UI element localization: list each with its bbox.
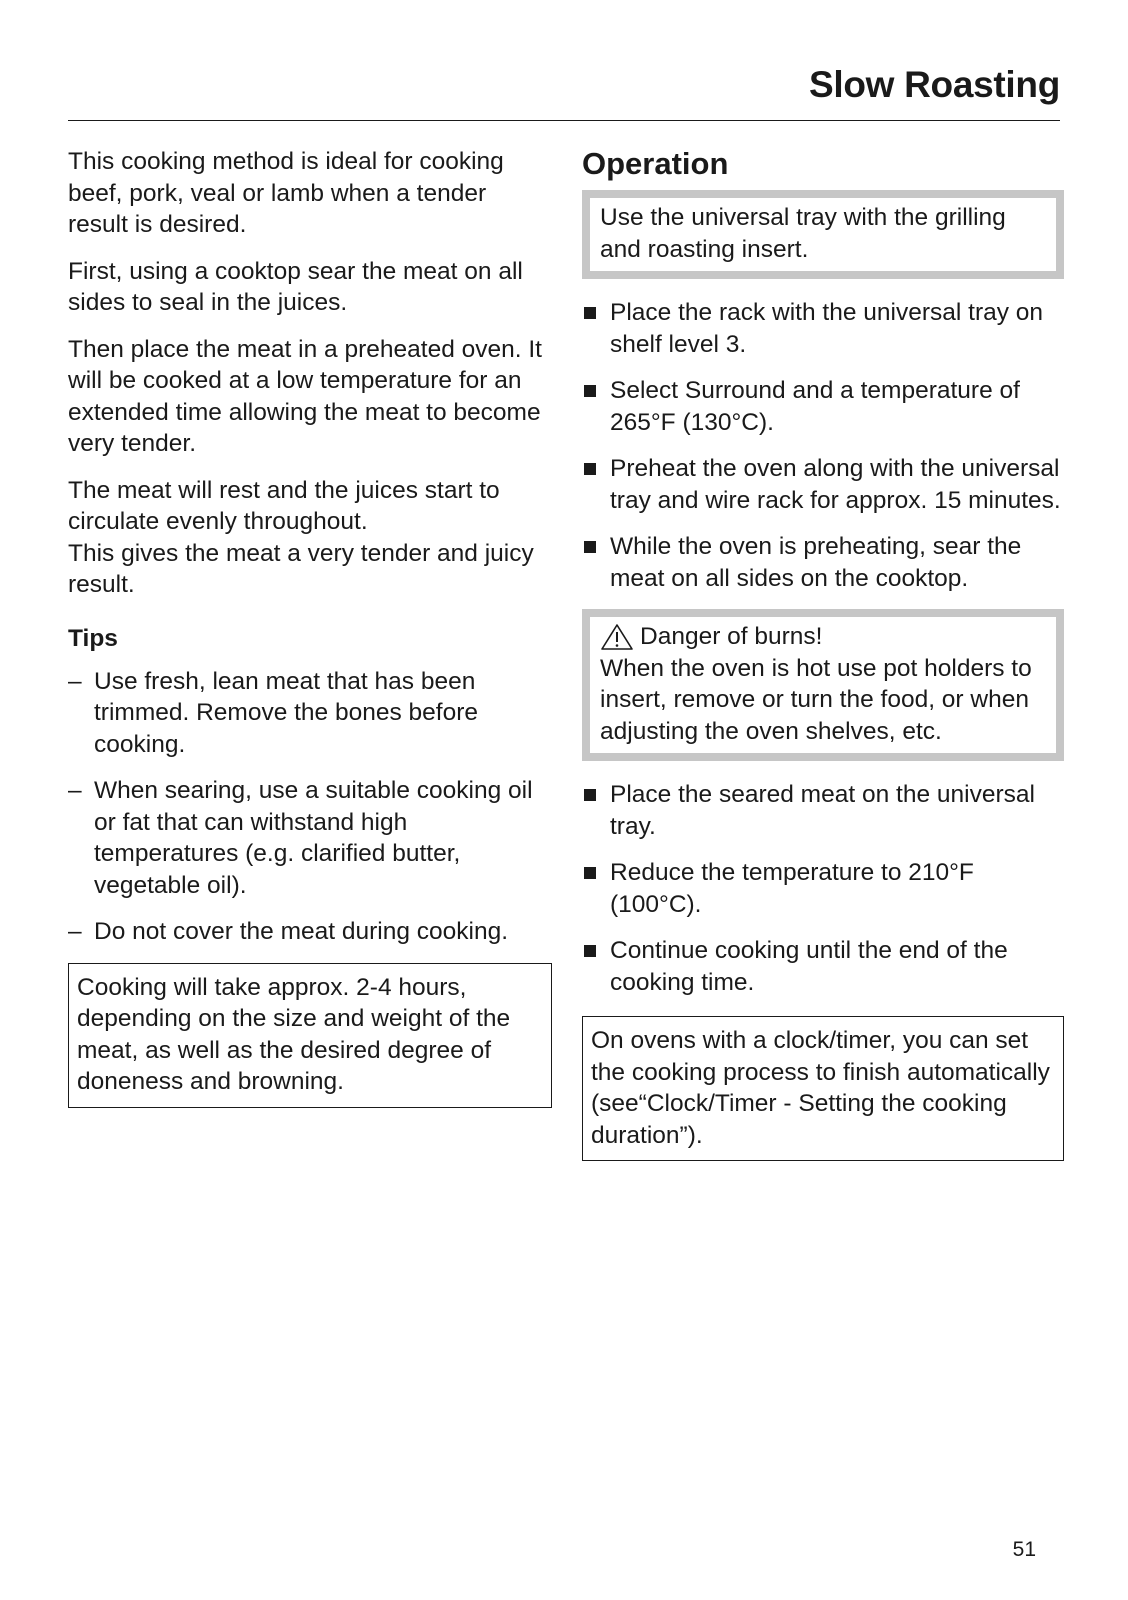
right-column (582, 146, 1064, 1161)
step-item (582, 453, 1064, 516)
left-column (68, 146, 552, 1108)
tray-note-text: Use the universal tray with the grilling and roasting insert. (600, 204, 1006, 263)
cooking-time-note-text: Cooking will take approx. 2-4 hours, depending on the size and weight of the meat, as well as the desired degree of doneness and browning. (77, 973, 511, 1095)
warning-box (582, 609, 1064, 761)
result-paragraph: This gives the meat a very tender and juicy result. (68, 539, 534, 598)
step-text: Place the seared meat on the universal tray. (610, 781, 1035, 840)
tip-item (68, 666, 552, 761)
cooking-time-note (68, 963, 552, 1108)
tip-text: Use fresh, lean meat that has been trimmed. Remove the bones before cooking. (94, 667, 479, 758)
dash-marker: – (68, 918, 82, 945)
square-bullet-icon (584, 867, 596, 879)
square-bullet-icon (584, 463, 596, 475)
tips-heading: Tips (68, 624, 118, 652)
square-bullet-icon (584, 789, 596, 801)
step-item (582, 297, 1064, 360)
step-item (582, 531, 1064, 594)
dash-marker: – (68, 777, 82, 804)
dash-marker: – (68, 667, 82, 695)
warning-title: Danger of burns! (640, 623, 823, 650)
step-item (582, 779, 1064, 842)
rest-paragraph: The meat will rest and the juices start to circulate evenly throughout. (68, 476, 500, 535)
step-text: Reduce the temperature to 210°F (100°C). (610, 859, 974, 918)
warning-triangle-icon (600, 623, 634, 651)
tip-item (68, 775, 552, 901)
warning-title-line (600, 621, 1046, 653)
page-header (68, 64, 1060, 121)
tip-text: Do not cover the meat during cooking. (94, 918, 509, 945)
page-title: Slow Roasting (809, 64, 1060, 105)
steps-list-b (582, 779, 1064, 998)
steps-list-a (582, 297, 1064, 594)
step-text: Select Surround and a temperature of 265°F (130°C). (610, 377, 1020, 436)
step-item (582, 935, 1064, 998)
square-bullet-icon (584, 307, 596, 319)
intro-paragraph: This cooking method is ideal for cooking beef, pork, veal or lamb when a tender result is desired. (68, 148, 504, 238)
intro-paragraph: Then place the meat in a preheated oven. It will be cooked at a low temperature for an extended time allowing the meat to become very tender. (68, 335, 542, 457)
step-text: Continue cooking until the end of the cooking time. (610, 937, 1008, 996)
step-text: While the oven is preheating, sear the meat on all sides on the cooktop. (610, 533, 1022, 592)
page-number: 51 (1012, 1538, 1036, 1561)
tray-note-box (582, 190, 1064, 279)
step-text: Place the rack with the universal tray on shelf level 3. (610, 299, 1044, 358)
square-bullet-icon (584, 945, 596, 957)
operation-heading: Operation (582, 146, 729, 181)
timer-note-text: On ovens with a clock/timer, you can set the cooking process to finish automatically (see“Clock/Timer - Setting the cooking duration”). (591, 1027, 1050, 1149)
square-bullet-icon (584, 385, 596, 397)
intro-paragraph: First, using a cooktop sear the meat on all sides to seal in the juices. (68, 257, 523, 316)
tip-item (68, 916, 552, 948)
tip-text: When searing, use a suitable cooking oil or fat that can withstand high temperatures (e.g. clarified butter, vegetable oil). (94, 777, 533, 899)
square-bullet-icon (584, 541, 596, 553)
warning-text: When the oven is hot use pot holders to insert, remove or turn the food, or when adjusting the oven shelves, etc. (600, 654, 1032, 745)
step-text: Preheat the oven along with the universal tray and wire rack for approx. 15 minutes. (610, 455, 1061, 514)
tips-list (68, 666, 552, 948)
step-item (582, 375, 1064, 438)
step-item (582, 857, 1064, 920)
timer-note (582, 1016, 1064, 1161)
